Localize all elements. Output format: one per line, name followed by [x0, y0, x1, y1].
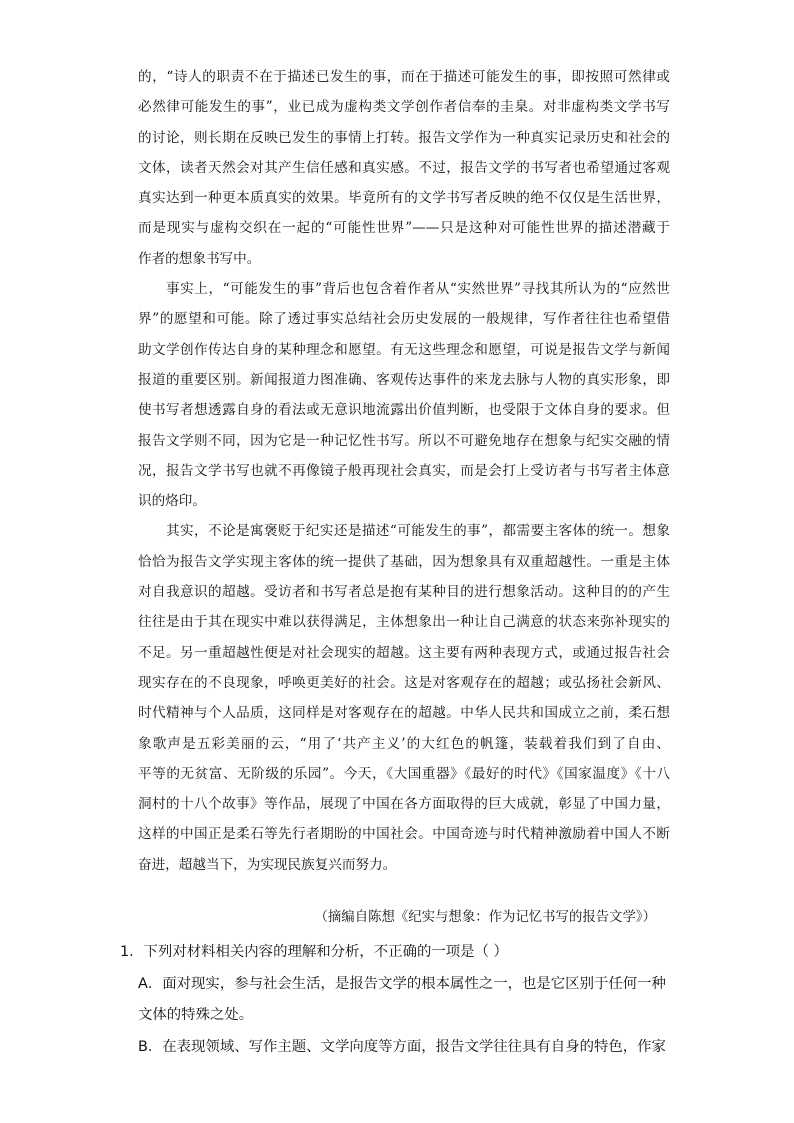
- text-line: 助文学创作传达自身的某种理念和愿望。有无这些理念和愿望，可说是报告文学与新闻: [138, 341, 670, 358]
- text-line: 报告文学则不同，因为它是一种记忆性书写。所以不可避免地存在想象与纪实交融的情: [138, 432, 670, 449]
- text-line: 平等的无贫富、无阶级的乐园”。今天，《大国重器》《最好的时代》《国家温度》《十八: [138, 765, 670, 782]
- text-line: 而是现实与虚构交织在一起的“可能性世界”——只是这种对可能性世界的描述潜藏于: [138, 220, 670, 237]
- text-line: 报道的重要区别。新闻报道力图准确、客观传达事件的来龙去脉与人物的真实形象，即: [138, 371, 670, 388]
- text-line: 界”的愿望和可能。除了透过事实总结社会历史发展的一般规律，写作者往往也希望借: [138, 311, 670, 328]
- question-1: [120, 937, 666, 1063]
- text-line: 真实达到一种更本质真实的效果。毕竟所有的文学书写者反映的绝不仅仅是生活世界，: [138, 190, 670, 207]
- question-stem: 1．下列对材料相关内容的理解和分析，不正确的一项是（ ）: [120, 944, 508, 960]
- text-line: 奋进，超越当下，为实现民族复兴而努力。: [138, 856, 397, 873]
- text-line: 的，“诗人的职责不在于描述已发生的事，而在于描述可能发生的事，即按照可然律或: [138, 69, 670, 85]
- text-line: 时代精神与个人品质，这同样是对客观存在的超越。中华人民共和国成立之前，柔石想: [138, 705, 670, 722]
- text-line: 事实上，“可能发生的事”背后也包含着作者从“实然世界”寻找其所认为的“应然世: [166, 281, 670, 298]
- paragraph-3: [138, 516, 670, 880]
- text-line: 作者的想象书写中。: [138, 250, 261, 267]
- text-line: 洞村的十八个故事》等作品，展现了中国在各方面取得的巨大成就，彰显了中国力量，: [138, 796, 670, 813]
- text-line: 其实，不论是寓褒贬于纪实还是描述“可能发生的事”，都需要主客体的统一。想象: [166, 523, 670, 540]
- text-line: 对自我意识的超越。受访者和书写者总是抱有某种目的进行想象活动。这种目的的产生: [138, 584, 670, 601]
- text-line: 这样的中国正是柔石等先行者期盼的中国社会。中国奇迹与时代精神激励着中国人不断: [138, 826, 670, 843]
- text-line: 文体，读者天然会对其产生信任感和真实感。不过，报告文学的书写者也希望通过客观: [138, 159, 670, 176]
- option-a-continuation: 文体的特殊之处。: [138, 1007, 254, 1023]
- source-citation: （摘编自陈想《纪实与想象：作为记忆书写的报告文学》）: [314, 910, 656, 925]
- text-line: 现实存在的不良现象，呼唤更美好的社会。这是对客观存在的超越；或弘扬社会新风、: [138, 674, 670, 691]
- passage: [138, 62, 670, 880]
- paragraph-2: [138, 274, 670, 516]
- text-line: 必然律可能发生的事”，业已成为虚构类文学创作者信奉的圭臬。对非虚构类文学书写: [138, 99, 670, 116]
- option-a: A．面对现实，参与社会生活，是报告文学的根本属性之一，也是它区别于任何一种: [138, 975, 666, 992]
- text-line: 往往是由于其在现实中难以获得满足，主体想象出一种让自己满意的状态来弥补现实的: [138, 614, 670, 631]
- text-line: 恰恰为报告文学实现主客体的统一提供了基础，因为想象具有双重超越性。一重是主体: [138, 553, 670, 570]
- paragraph-1: [138, 62, 670, 274]
- option-b: B．在表现领域、写作主题、文学向度等方面，报告文学往往具有自身的特色，作家: [138, 1038, 666, 1055]
- text-line: 的讨论，则长期在反映已发生的事情上打转。报告文学作为一种真实记录历史和社会的: [138, 129, 670, 146]
- text-line: 识的烙印。: [138, 493, 206, 510]
- text-line: 使书写者想透露自身的看法或无意识地流露出价值判断，也受限于文体自身的要求。但: [138, 402, 670, 419]
- text-line: 不足。另一重超越性便是对社会现实的超越。这主要有两种表现方式，或通过报告社会: [138, 644, 670, 661]
- text-line: 象歌声是五彩美丽的云，“用了‘共产主义’的大红色的帆篷，装载着我们到了自由、: [138, 735, 670, 752]
- text-line: 况，报告文学书写也就不再像镜子般再现社会真实，而是会打上受访者与书写者主体意: [138, 462, 670, 479]
